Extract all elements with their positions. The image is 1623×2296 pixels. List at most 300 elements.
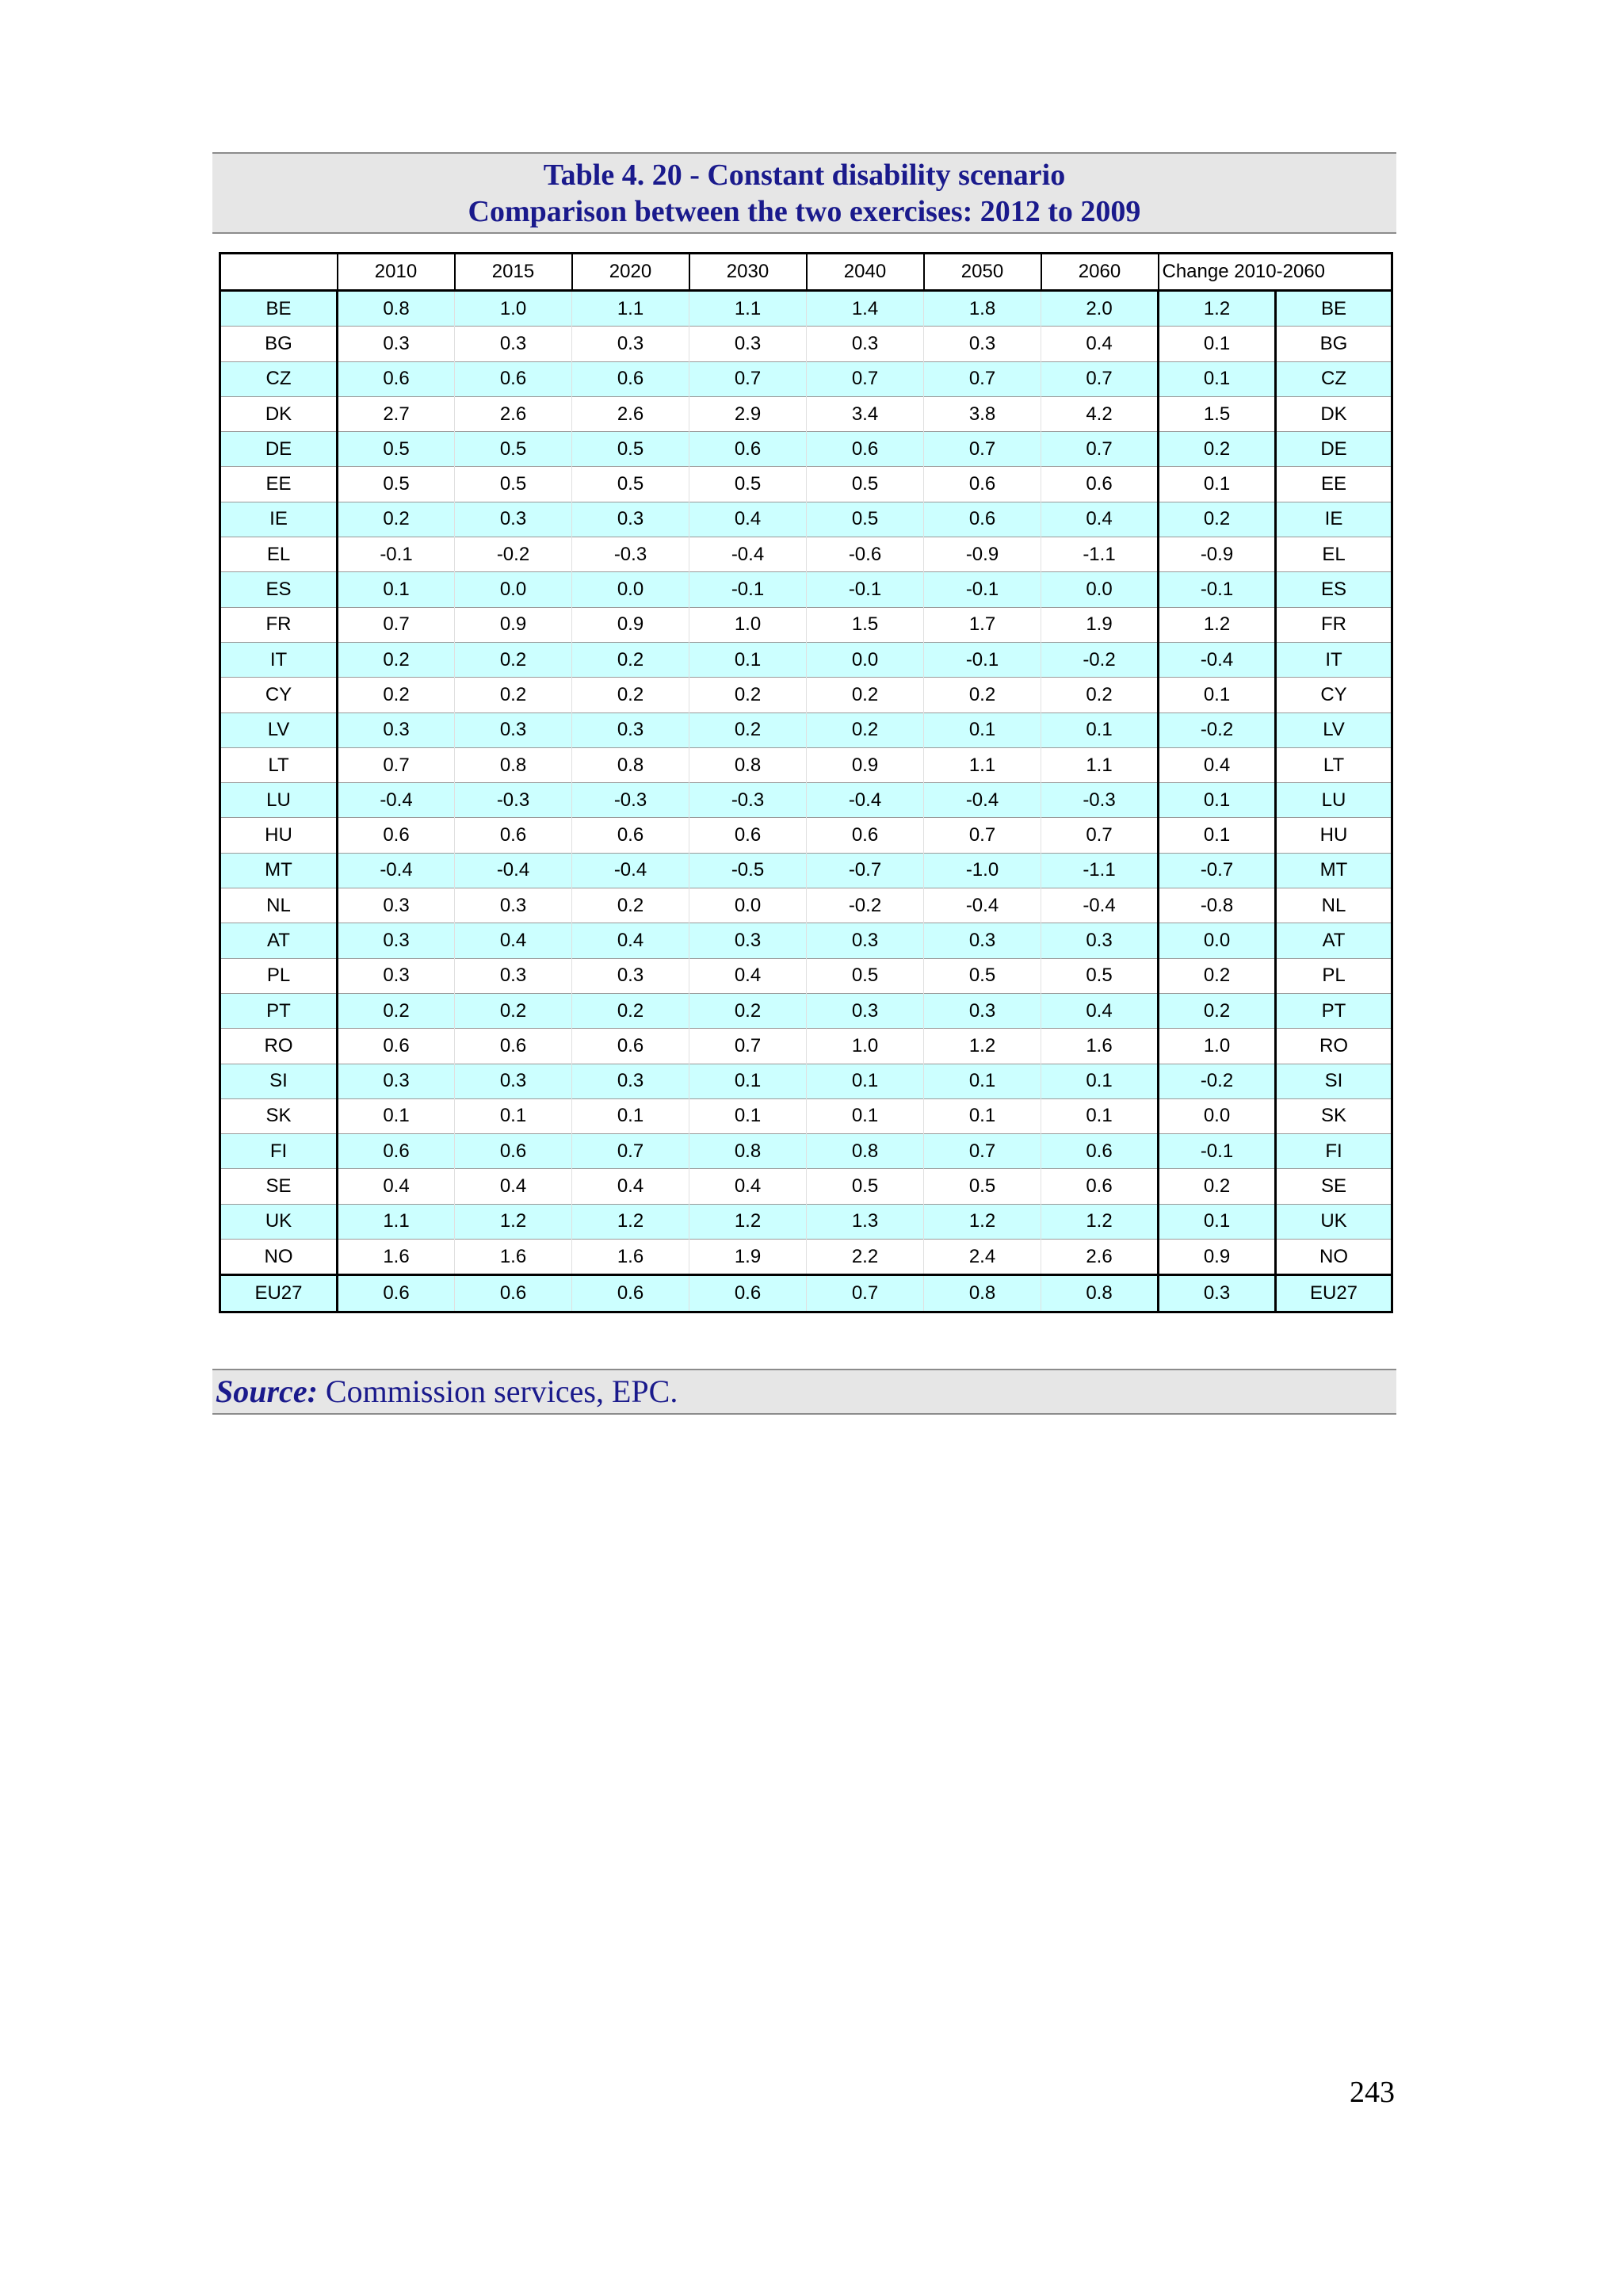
change-cell: 0.2 [1159, 1169, 1276, 1204]
value-cell: 0.2 [338, 502, 455, 537]
value-cell: 1.2 [924, 1029, 1041, 1064]
country-cell: MT [220, 853, 338, 888]
value-cell: 0.1 [1041, 1098, 1159, 1133]
value-cell: 0.3 [572, 712, 689, 747]
country-cell: AT [220, 923, 338, 958]
value-cell: 0.5 [455, 432, 572, 467]
value-cell: -0.3 [572, 783, 689, 818]
value-cell: 0.1 [1041, 712, 1159, 747]
value-cell: 0.7 [924, 1134, 1041, 1169]
value-cell: 1.4 [807, 291, 924, 327]
country-cell: FI [1276, 1134, 1392, 1169]
country-cell: SK [1276, 1098, 1392, 1133]
value-cell: 0.0 [689, 888, 807, 923]
value-cell: 0.2 [924, 678, 1041, 712]
value-cell: 0.4 [338, 1169, 455, 1204]
value-cell: 1.6 [338, 1240, 455, 1275]
value-cell: 0.1 [924, 712, 1041, 747]
value-cell: 0.2 [338, 642, 455, 677]
country-cell: LT [220, 747, 338, 782]
table-row [220, 1134, 1392, 1169]
value-cell: 1.6 [455, 1240, 572, 1275]
value-cell: 0.2 [455, 642, 572, 677]
value-cell: 3.4 [807, 396, 924, 431]
value-cell: 0.7 [924, 432, 1041, 467]
value-cell: 0.6 [338, 818, 455, 853]
table-row [220, 1240, 1392, 1275]
value-cell: 0.7 [924, 361, 1041, 396]
change-cell: -0.4 [1159, 642, 1276, 677]
table-row [220, 537, 1392, 572]
value-cell: 0.1 [338, 572, 455, 607]
country-cell: FI [220, 1134, 338, 1169]
value-cell: 0.3 [807, 993, 924, 1028]
value-cell: 0.0 [572, 572, 689, 607]
source-note [212, 1369, 1396, 1415]
value-cell: 1.6 [572, 1240, 689, 1275]
value-cell: -0.4 [807, 783, 924, 818]
value-cell: 0.8 [689, 747, 807, 782]
value-cell: -0.4 [455, 853, 572, 888]
value-cell: 2.6 [455, 396, 572, 431]
table-row [220, 993, 1392, 1028]
change-cell: 0.1 [1159, 783, 1276, 818]
value-cell: 0.6 [455, 1275, 572, 1312]
value-cell: 0.1 [924, 1098, 1041, 1133]
value-cell: 0.4 [572, 923, 689, 958]
value-cell: -0.5 [689, 853, 807, 888]
country-cell: CZ [1276, 361, 1392, 396]
change-cell: -0.9 [1159, 537, 1276, 572]
value-cell: 1.3 [807, 1204, 924, 1239]
value-cell: 1.1 [1041, 747, 1159, 782]
country-cell: EL [1276, 537, 1392, 572]
value-cell: 0.6 [572, 361, 689, 396]
value-cell: 0.6 [338, 1275, 455, 1312]
value-cell: 0.3 [455, 327, 572, 361]
value-cell: 0.9 [572, 607, 689, 642]
value-cell: -0.1 [338, 537, 455, 572]
table-row [220, 1064, 1392, 1098]
value-cell: -0.7 [807, 853, 924, 888]
value-cell: 0.1 [924, 1064, 1041, 1098]
value-cell: 0.7 [689, 361, 807, 396]
value-cell: 0.6 [455, 1134, 572, 1169]
value-cell: 0.2 [572, 678, 689, 712]
country-cell: EU27 [1276, 1275, 1392, 1312]
value-cell: 0.2 [689, 993, 807, 1028]
value-cell: 0.7 [689, 1029, 807, 1064]
value-cell: 0.7 [572, 1134, 689, 1169]
country-cell: IE [220, 502, 338, 537]
value-cell: 1.1 [338, 1204, 455, 1239]
change-cell: 0.9 [1159, 1240, 1276, 1275]
value-cell: -0.1 [924, 572, 1041, 607]
value-cell: 0.3 [455, 1064, 572, 1098]
value-cell: 0.5 [924, 1169, 1041, 1204]
value-cell: -0.3 [689, 783, 807, 818]
value-cell: -1.0 [924, 853, 1041, 888]
value-cell: 0.3 [338, 923, 455, 958]
table-row [220, 607, 1392, 642]
country-cell: FR [1276, 607, 1392, 642]
value-cell: 0.5 [807, 467, 924, 502]
value-cell: 0.5 [924, 958, 1041, 993]
value-cell: 3.8 [924, 396, 1041, 431]
value-cell: 0.2 [689, 712, 807, 747]
country-cell: CY [220, 678, 338, 712]
value-cell: 0.0 [807, 642, 924, 677]
value-cell: 0.4 [1041, 993, 1159, 1028]
value-cell: 0.3 [338, 958, 455, 993]
country-cell: SI [1276, 1064, 1392, 1098]
value-cell: 0.1 [807, 1098, 924, 1133]
country-cell: EE [220, 467, 338, 502]
value-cell: 1.2 [572, 1204, 689, 1239]
value-cell: 0.2 [455, 993, 572, 1028]
column-header [220, 254, 338, 291]
value-cell: 0.4 [455, 1169, 572, 1204]
header-row [220, 254, 1392, 291]
country-cell: CY [1276, 678, 1392, 712]
value-cell: -0.3 [1041, 783, 1159, 818]
value-cell: 0.2 [572, 642, 689, 677]
value-cell: 0.7 [807, 361, 924, 396]
change-cell: 0.3 [1159, 1275, 1276, 1312]
value-cell: 0.6 [455, 1029, 572, 1064]
value-cell: 0.8 [455, 747, 572, 782]
table-row [220, 712, 1392, 747]
value-cell: 0.6 [924, 467, 1041, 502]
value-cell: 0.7 [1041, 818, 1159, 853]
table-row [220, 1204, 1392, 1239]
change-cell: 0.1 [1159, 467, 1276, 502]
value-cell: 0.2 [689, 678, 807, 712]
value-cell: -1.1 [1041, 853, 1159, 888]
table-row [220, 1275, 1392, 1312]
change-cell: -0.7 [1159, 853, 1276, 888]
country-cell: SE [220, 1169, 338, 1204]
change-cell: -0.1 [1159, 1134, 1276, 1169]
value-cell: 0.1 [455, 1098, 572, 1133]
country-cell: SI [220, 1064, 338, 1098]
table-row [220, 1169, 1392, 1204]
country-cell: UK [220, 1204, 338, 1239]
change-cell: 0.1 [1159, 361, 1276, 396]
value-cell: 2.6 [572, 396, 689, 431]
value-cell: 1.8 [924, 291, 1041, 327]
table-title-line-1: Table 4. 20 - Constant disability scenario [543, 159, 1066, 192]
value-cell: 2.6 [1041, 1240, 1159, 1275]
value-cell: 0.0 [455, 572, 572, 607]
country-cell: BG [220, 327, 338, 361]
value-cell: 2.9 [689, 396, 807, 431]
table-row [220, 432, 1392, 467]
table-row [220, 396, 1392, 431]
change-cell: 0.2 [1159, 958, 1276, 993]
country-cell: HU [220, 818, 338, 853]
value-cell: 0.6 [1041, 1134, 1159, 1169]
country-cell: FR [220, 607, 338, 642]
value-cell: 0.4 [689, 502, 807, 537]
column-header: 2040 [807, 254, 924, 291]
table-row [220, 327, 1392, 361]
value-cell: 0.5 [338, 467, 455, 502]
value-cell: 2.0 [1041, 291, 1159, 327]
table-row [220, 818, 1392, 853]
value-cell: 1.0 [689, 607, 807, 642]
value-cell: 0.6 [572, 1275, 689, 1312]
table-body [220, 291, 1392, 1312]
value-cell: 0.4 [1041, 327, 1159, 361]
table-title [212, 152, 1396, 234]
value-cell: 0.5 [689, 467, 807, 502]
value-cell: -0.3 [572, 537, 689, 572]
value-cell: 0.3 [455, 712, 572, 747]
value-cell: 2.2 [807, 1240, 924, 1275]
value-cell: 1.9 [689, 1240, 807, 1275]
table-row [220, 572, 1392, 607]
value-cell: 1.2 [689, 1204, 807, 1239]
value-cell: 0.8 [807, 1134, 924, 1169]
value-cell: 0.4 [689, 958, 807, 993]
change-cell: 0.1 [1159, 678, 1276, 712]
country-cell: IT [220, 642, 338, 677]
value-cell: 0.1 [689, 642, 807, 677]
country-cell: RO [1276, 1029, 1392, 1064]
change-cell: 1.2 [1159, 291, 1276, 327]
value-cell: 0.3 [807, 923, 924, 958]
value-cell: 1.2 [924, 1204, 1041, 1239]
country-cell: DK [220, 396, 338, 431]
value-cell: 0.3 [689, 327, 807, 361]
value-cell: -0.3 [455, 783, 572, 818]
value-cell: -1.1 [1041, 537, 1159, 572]
value-cell: 0.7 [924, 818, 1041, 853]
value-cell: -0.4 [924, 888, 1041, 923]
table-row [220, 958, 1392, 993]
value-cell: 0.7 [1041, 361, 1159, 396]
value-cell: 0.3 [924, 327, 1041, 361]
value-cell: 0.1 [807, 1064, 924, 1098]
table-row [220, 467, 1392, 502]
value-cell: 0.1 [572, 1098, 689, 1133]
value-cell: 0.1 [338, 1098, 455, 1133]
value-cell: 1.1 [924, 747, 1041, 782]
value-cell: 0.6 [338, 1029, 455, 1064]
value-cell: 0.6 [924, 502, 1041, 537]
country-cell: SK [220, 1098, 338, 1133]
country-cell: EU27 [220, 1275, 338, 1312]
value-cell: 1.6 [1041, 1029, 1159, 1064]
value-cell: 0.5 [572, 432, 689, 467]
change-cell: 0.0 [1159, 923, 1276, 958]
country-cell: NL [1276, 888, 1392, 923]
data-table [219, 252, 1393, 1313]
value-cell: 0.3 [572, 327, 689, 361]
country-cell: DE [220, 432, 338, 467]
value-cell: 0.4 [455, 923, 572, 958]
change-cell: 0.1 [1159, 1204, 1276, 1239]
country-cell: LV [1276, 712, 1392, 747]
table-title-line-2: Comparison between the two exercises: 2012 to 2009 [468, 195, 1141, 228]
value-cell: 0.5 [807, 958, 924, 993]
country-cell: DK [1276, 396, 1392, 431]
country-cell: AT [1276, 923, 1392, 958]
country-cell: RO [220, 1029, 338, 1064]
value-cell: 1.9 [1041, 607, 1159, 642]
change-cell: 1.2 [1159, 607, 1276, 642]
value-cell: 0.8 [338, 291, 455, 327]
value-cell: 0.6 [1041, 1169, 1159, 1204]
change-cell: 1.5 [1159, 396, 1276, 431]
value-cell: -0.4 [338, 783, 455, 818]
value-cell: -0.4 [338, 853, 455, 888]
value-cell: -0.1 [689, 572, 807, 607]
value-cell: 1.2 [455, 1204, 572, 1239]
value-cell: 0.8 [924, 1275, 1041, 1312]
value-cell: 1.5 [807, 607, 924, 642]
value-cell: -0.2 [807, 888, 924, 923]
value-cell: 0.9 [455, 607, 572, 642]
value-cell: 0.2 [572, 888, 689, 923]
change-cell: -0.8 [1159, 888, 1276, 923]
value-cell: 1.2 [1041, 1204, 1159, 1239]
value-cell: 0.4 [689, 1169, 807, 1204]
change-cell: -0.2 [1159, 1064, 1276, 1098]
country-cell: UK [1276, 1204, 1392, 1239]
value-cell: 0.6 [572, 1029, 689, 1064]
country-cell: CZ [220, 361, 338, 396]
country-cell: SE [1276, 1169, 1392, 1204]
value-cell: 0.8 [572, 747, 689, 782]
country-cell: BG [1276, 327, 1392, 361]
value-cell: 0.1 [689, 1064, 807, 1098]
value-cell: 0.3 [572, 1064, 689, 1098]
value-cell: -0.4 [1041, 888, 1159, 923]
country-cell: HU [1276, 818, 1392, 853]
table-row [220, 642, 1392, 677]
value-cell: 0.6 [807, 432, 924, 467]
country-cell: ES [1276, 572, 1392, 607]
table-row [220, 783, 1392, 818]
country-cell: EL [220, 537, 338, 572]
value-cell: -0.2 [1041, 642, 1159, 677]
country-cell: NO [1276, 1240, 1392, 1275]
value-cell: -0.1 [807, 572, 924, 607]
value-cell: 1.1 [572, 291, 689, 327]
value-cell: -0.4 [689, 537, 807, 572]
value-cell: 0.3 [1041, 923, 1159, 958]
country-cell: IE [1276, 502, 1392, 537]
value-cell: 0.3 [338, 327, 455, 361]
country-cell: NO [220, 1240, 338, 1275]
value-cell: 0.3 [455, 888, 572, 923]
change-cell: 1.0 [1159, 1029, 1276, 1064]
value-cell: 0.3 [338, 888, 455, 923]
value-cell: 1.0 [455, 291, 572, 327]
value-cell: 0.6 [338, 1134, 455, 1169]
column-header: 2015 [455, 254, 572, 291]
value-cell: 0.6 [455, 818, 572, 853]
value-cell: 0.1 [1041, 1064, 1159, 1098]
value-cell: 0.8 [1041, 1275, 1159, 1312]
value-cell: 0.5 [338, 432, 455, 467]
table-row [220, 888, 1392, 923]
source-label: Source: [216, 1373, 318, 1409]
value-cell: 0.3 [572, 502, 689, 537]
value-cell: 0.3 [572, 958, 689, 993]
value-cell: 0.4 [572, 1169, 689, 1204]
value-cell: 0.2 [455, 678, 572, 712]
table-row [220, 502, 1392, 537]
table-row [220, 678, 1392, 712]
change-cell: 0.0 [1159, 1098, 1276, 1133]
value-cell: 0.6 [689, 818, 807, 853]
value-cell: 0.7 [1041, 432, 1159, 467]
value-cell: 0.9 [807, 747, 924, 782]
value-cell: -0.2 [455, 537, 572, 572]
column-header: Change 2010-2060 [1159, 254, 1392, 291]
value-cell: 0.6 [689, 1275, 807, 1312]
value-cell: 0.2 [807, 712, 924, 747]
value-cell: 0.5 [455, 467, 572, 502]
country-cell: LU [220, 783, 338, 818]
value-cell: 0.3 [338, 1064, 455, 1098]
country-cell: LT [1276, 747, 1392, 782]
value-cell: 0.3 [338, 712, 455, 747]
table-row [220, 923, 1392, 958]
value-cell: 0.6 [572, 818, 689, 853]
value-cell: 0.3 [689, 923, 807, 958]
table-row [220, 747, 1392, 782]
column-header: 2030 [689, 254, 807, 291]
value-cell: 0.3 [807, 327, 924, 361]
country-cell: PT [1276, 993, 1392, 1028]
page-number: 243 [1350, 2076, 1395, 2109]
country-cell: PL [220, 958, 338, 993]
column-header: 2050 [924, 254, 1041, 291]
country-cell: ES [220, 572, 338, 607]
value-cell: 0.2 [1041, 678, 1159, 712]
country-cell: BE [1276, 291, 1392, 327]
table-row [220, 1029, 1392, 1064]
value-cell: 0.3 [924, 993, 1041, 1028]
country-cell: BE [220, 291, 338, 327]
table-row [220, 1098, 1392, 1133]
column-header: 2060 [1041, 254, 1159, 291]
change-cell: 0.1 [1159, 818, 1276, 853]
value-cell: 0.1 [689, 1098, 807, 1133]
value-cell: 0.3 [455, 958, 572, 993]
country-cell: LV [220, 712, 338, 747]
value-cell: 0.2 [572, 993, 689, 1028]
value-cell: 0.5 [807, 1169, 924, 1204]
table-row [220, 853, 1392, 888]
value-cell: 0.4 [1041, 502, 1159, 537]
value-cell: 1.1 [689, 291, 807, 327]
change-cell: 0.1 [1159, 327, 1276, 361]
change-cell: 0.2 [1159, 502, 1276, 537]
value-cell: 0.5 [572, 467, 689, 502]
value-cell: 0.7 [338, 747, 455, 782]
country-cell: DE [1276, 432, 1392, 467]
value-cell: -0.6 [807, 537, 924, 572]
country-cell: MT [1276, 853, 1392, 888]
change-cell: -0.2 [1159, 712, 1276, 747]
table-row [220, 361, 1392, 396]
change-cell: -0.1 [1159, 572, 1276, 607]
